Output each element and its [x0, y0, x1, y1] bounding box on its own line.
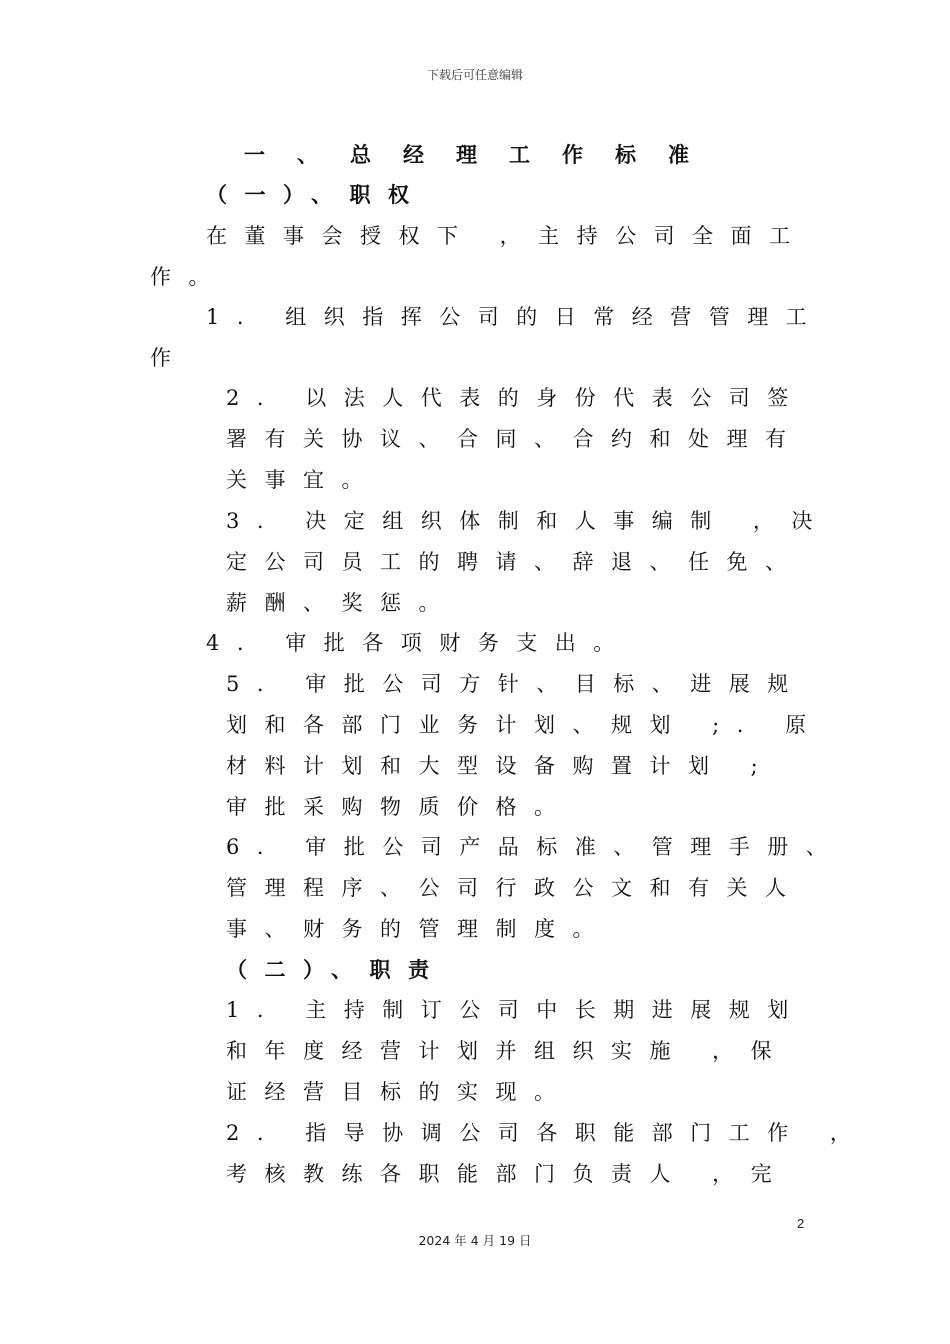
page-title: 一、总经理工作标准 [244, 142, 721, 167]
list-item-line: 署有关协议、合同、合约和处理有 [226, 427, 804, 451]
section-heading-authority: （一）、职权 [206, 182, 427, 207]
list-item-line: 1. 主持制订公司中长期进展规划 [226, 998, 806, 1022]
page-number: 2 [797, 1216, 805, 1231]
list-item-line: 划和各部门业务计划、规划 ;. 原 [226, 713, 824, 737]
list-item-line: 审批采购物质价格。 [226, 795, 573, 819]
list-item-line: 管理程序、公司行政公文和有关人 [226, 876, 804, 900]
paragraph-line: 作。 [150, 265, 227, 289]
page-header: 下载后可任意编辑 [426, 68, 523, 82]
list-item-line: 2. 以法人代表的身份代表公司签 [226, 386, 806, 410]
list-item-line: 和年度经营计划并组织实施 ，保 [226, 1039, 790, 1063]
list-item-line: 关事宜。 [226, 468, 380, 492]
list-item-line: 6. 审批公司产品标准、管理手册、 [226, 835, 845, 859]
list-item-line: 考核教练各职能部门负责人 ，完 [226, 1162, 790, 1186]
list-item-line: 薪酬、奖惩。 [226, 591, 457, 615]
page-footer-date: 2024 年 4 月 19 日 [418, 1233, 532, 1248]
list-item-line: 5. 审批公司方针、目标、进展规 [226, 672, 806, 696]
list-item-line: 材料计划和大型设备购置计划 ; [226, 754, 776, 778]
list-item-line: 作 [150, 346, 189, 370]
list-item-line: 2. 指导协调公司各职能部门工作 ， [226, 1121, 869, 1145]
list-item-line: 1. 组织指挥公司的日常经营管理工 [206, 305, 825, 329]
list-item-line: 4. 审批各项财务支出。 [206, 631, 632, 655]
list-item-line: 事、财务的管理制度。 [226, 917, 611, 941]
list-item-line: 证经营目标的实现。 [226, 1080, 573, 1104]
list-item-line: 定公司员工的聘请、辞退、任免、 [226, 550, 804, 574]
list-item-line: 3. 决定组织体制和人事编制 ，决 [226, 509, 830, 533]
section-heading-duties: （二）、职责 [226, 957, 447, 982]
paragraph-line: 在董事会授权下 ，主持公司全面工 [206, 224, 808, 248]
